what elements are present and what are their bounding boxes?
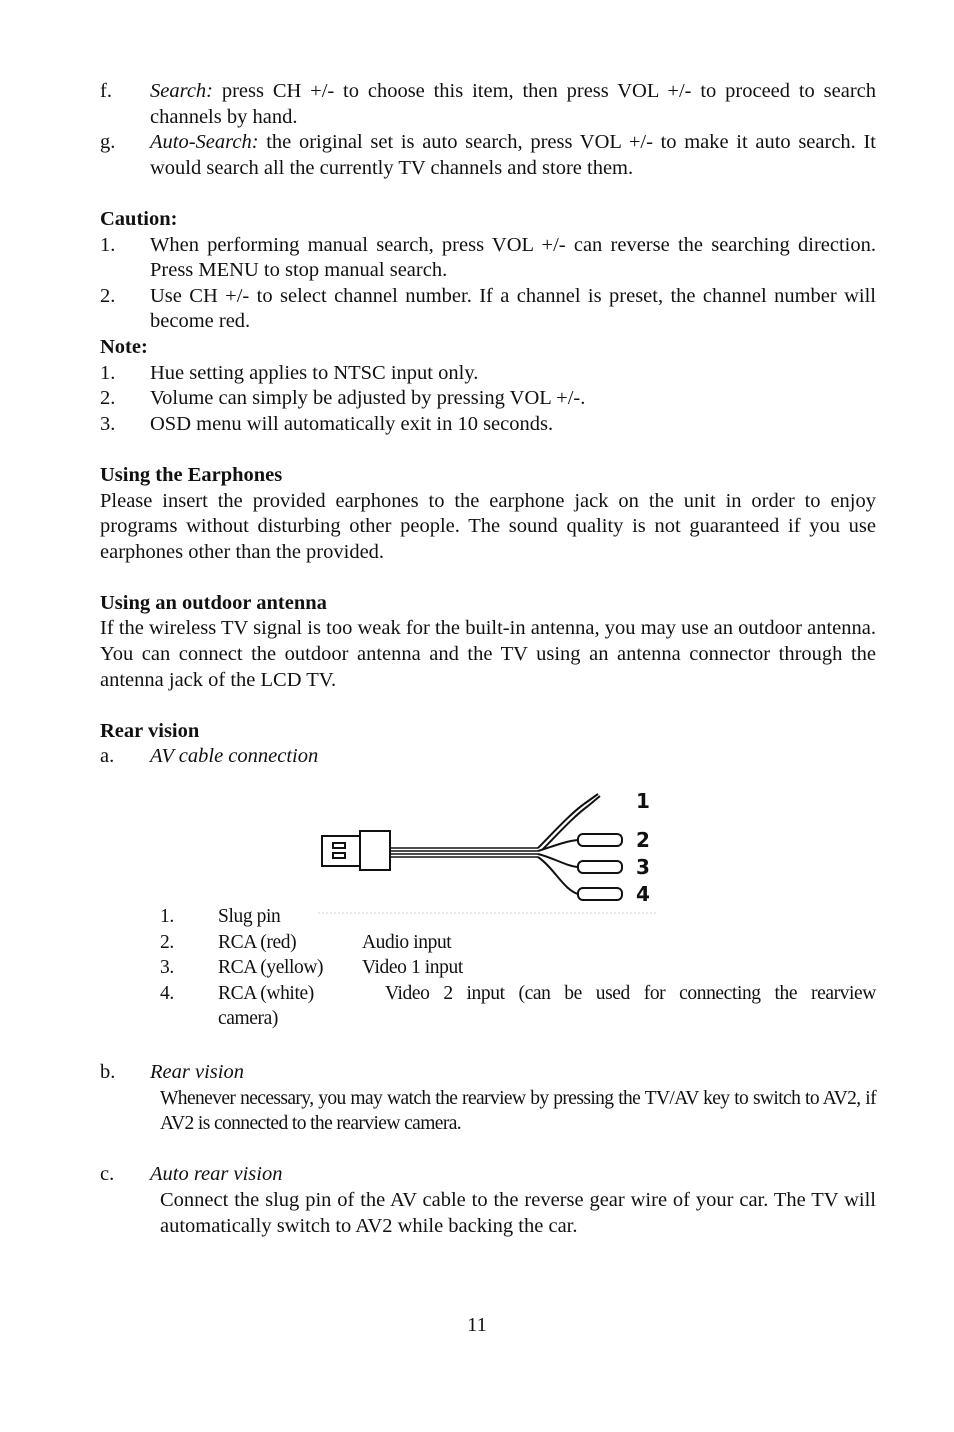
cable-item-part: RCA (white) — [218, 982, 314, 1004]
item-text: press CH +/- to choose this item, then press VOL +/- to proceed to search channels by hand. — [150, 80, 876, 128]
item-text: OSD menu will automatically exit in 10 seconds. — [150, 412, 554, 435]
cable-item-number: 2. — [160, 931, 174, 953]
earphones-heading: Using the Earphones — [100, 463, 283, 486]
diagram-label: 2 — [636, 828, 650, 852]
cable-item — [160, 904, 876, 930]
cable-item-number: 4. — [160, 982, 174, 1004]
av-cable-diagram — [316, 784, 660, 916]
item-marker: 2. — [100, 387, 116, 410]
rca-plug-white — [578, 888, 622, 900]
slug-pin-tip — [584, 794, 600, 806]
note-item — [100, 361, 876, 387]
cable-item-description: Video 1 input — [362, 957, 463, 979]
rca-wire-white — [538, 857, 578, 894]
note-item — [100, 412, 876, 438]
menu-item-auto-search — [100, 130, 876, 181]
cable-item — [160, 930, 876, 956]
auto-rear-vision-title: Auto rear vision — [150, 1163, 283, 1186]
item-marker: g. — [100, 131, 116, 154]
item-marker: 1. — [100, 233, 116, 256]
cable-item-part: RCA (yellow) — [218, 957, 324, 979]
rca-plug-red — [578, 834, 622, 846]
rear-vision-heading: Rear vision — [100, 719, 200, 742]
diagram-label: 1 — [636, 789, 650, 813]
cable-item-description: Audio input — [362, 931, 452, 953]
auto-rear-vision-paragraph: Connect the slug pin of the AV cable to the reverse gear wire of your car. The TV will automatically switch to AV2 while backing the car. — [160, 1188, 876, 1237]
cable-item — [160, 981, 876, 1007]
note-heading: Note: — [100, 335, 148, 358]
plug-slot — [333, 853, 345, 858]
item-marker: c. — [100, 1163, 115, 1186]
cable-item-description: Video 2 input (can be used for connecting the rearview — [385, 982, 876, 1004]
cable-item-part: RCA (red) — [218, 931, 297, 953]
cable-item-number: 1. — [160, 906, 174, 927]
page-number: 11 — [467, 1314, 487, 1336]
cable-item-number: 3. — [160, 957, 174, 979]
menu-item-search — [100, 79, 876, 130]
item-marker: 3. — [100, 412, 116, 435]
item-text: Hue setting applies to NTSC input only. — [150, 361, 479, 384]
cable-item-part: Slug pin — [218, 906, 281, 927]
av-cable-title: AV cable connection — [150, 745, 319, 768]
cable-item — [160, 955, 876, 981]
rear-vision-paragraph: Whenever necessary, you may watch the rearview by pressing the TV/AV key to switch to AV2, if AV2 is connected to the rearview camera. — [160, 1087, 876, 1135]
item-term: Search: — [150, 80, 213, 102]
av-cable-subheading — [100, 744, 876, 770]
caution-item — [100, 284, 876, 335]
page-content — [100, 79, 876, 770]
item-marker: 2. — [100, 284, 116, 307]
item-marker: f. — [100, 80, 112, 102]
item-marker: b. — [100, 1061, 116, 1083]
item-term: Auto-Search: — [150, 131, 259, 154]
item-marker: a. — [100, 745, 115, 768]
caution-item — [100, 233, 876, 284]
note-item — [100, 386, 876, 412]
cable-list — [160, 904, 876, 1032]
rca-plug-yellow — [578, 861, 622, 873]
rca-wire-yellow — [538, 854, 578, 867]
item-text: Use CH +/- to select channel number. If a channel is preset, the channel number will become red. — [150, 284, 876, 333]
auto-rear-vision-subheading — [100, 1162, 876, 1188]
rear-vision-title: Rear vision — [150, 1061, 244, 1083]
antenna-paragraph: If the wireless TV signal is too weak for the built-in antenna, you may use an outdoor antenna. You can connect the outdoor antenna and the TV using an antenna connector through the antenna jack of the LCD TV. — [100, 617, 876, 691]
plug-housing — [360, 831, 390, 870]
item-text: When performing manual search, press VOL +/- can reverse the searching direction. Press MENU to stop manual search. — [150, 233, 876, 282]
cable-item-description-continued: camera) — [218, 1008, 278, 1030]
earphones-paragraph: Please insert the provided earphones to the earphone jack on the unit in order to enjoy programs without disturbing other people. The sound quality is not guaranteed if you use earphones other than the provided. — [100, 489, 876, 563]
antenna-heading: Using an outdoor antenna — [100, 591, 327, 614]
caution-heading: Caution: — [100, 207, 178, 230]
diagram-label: 3 — [636, 855, 650, 879]
rear-vision-subheading — [100, 1060, 876, 1086]
item-marker: 1. — [100, 361, 116, 384]
rear-vision-details — [100, 1060, 876, 1239]
cable-bundle — [390, 848, 538, 857]
diagram-label: 4 — [636, 882, 650, 906]
item-text: Volume can simply be adjusted by pressing VOL +/-. — [150, 387, 586, 410]
item-text: the original set is auto search, press VOL +/- to make it auto search. It would search all the currently TV channels and store them. — [150, 131, 876, 179]
plug-slot — [333, 843, 345, 848]
plug-body — [322, 836, 360, 866]
